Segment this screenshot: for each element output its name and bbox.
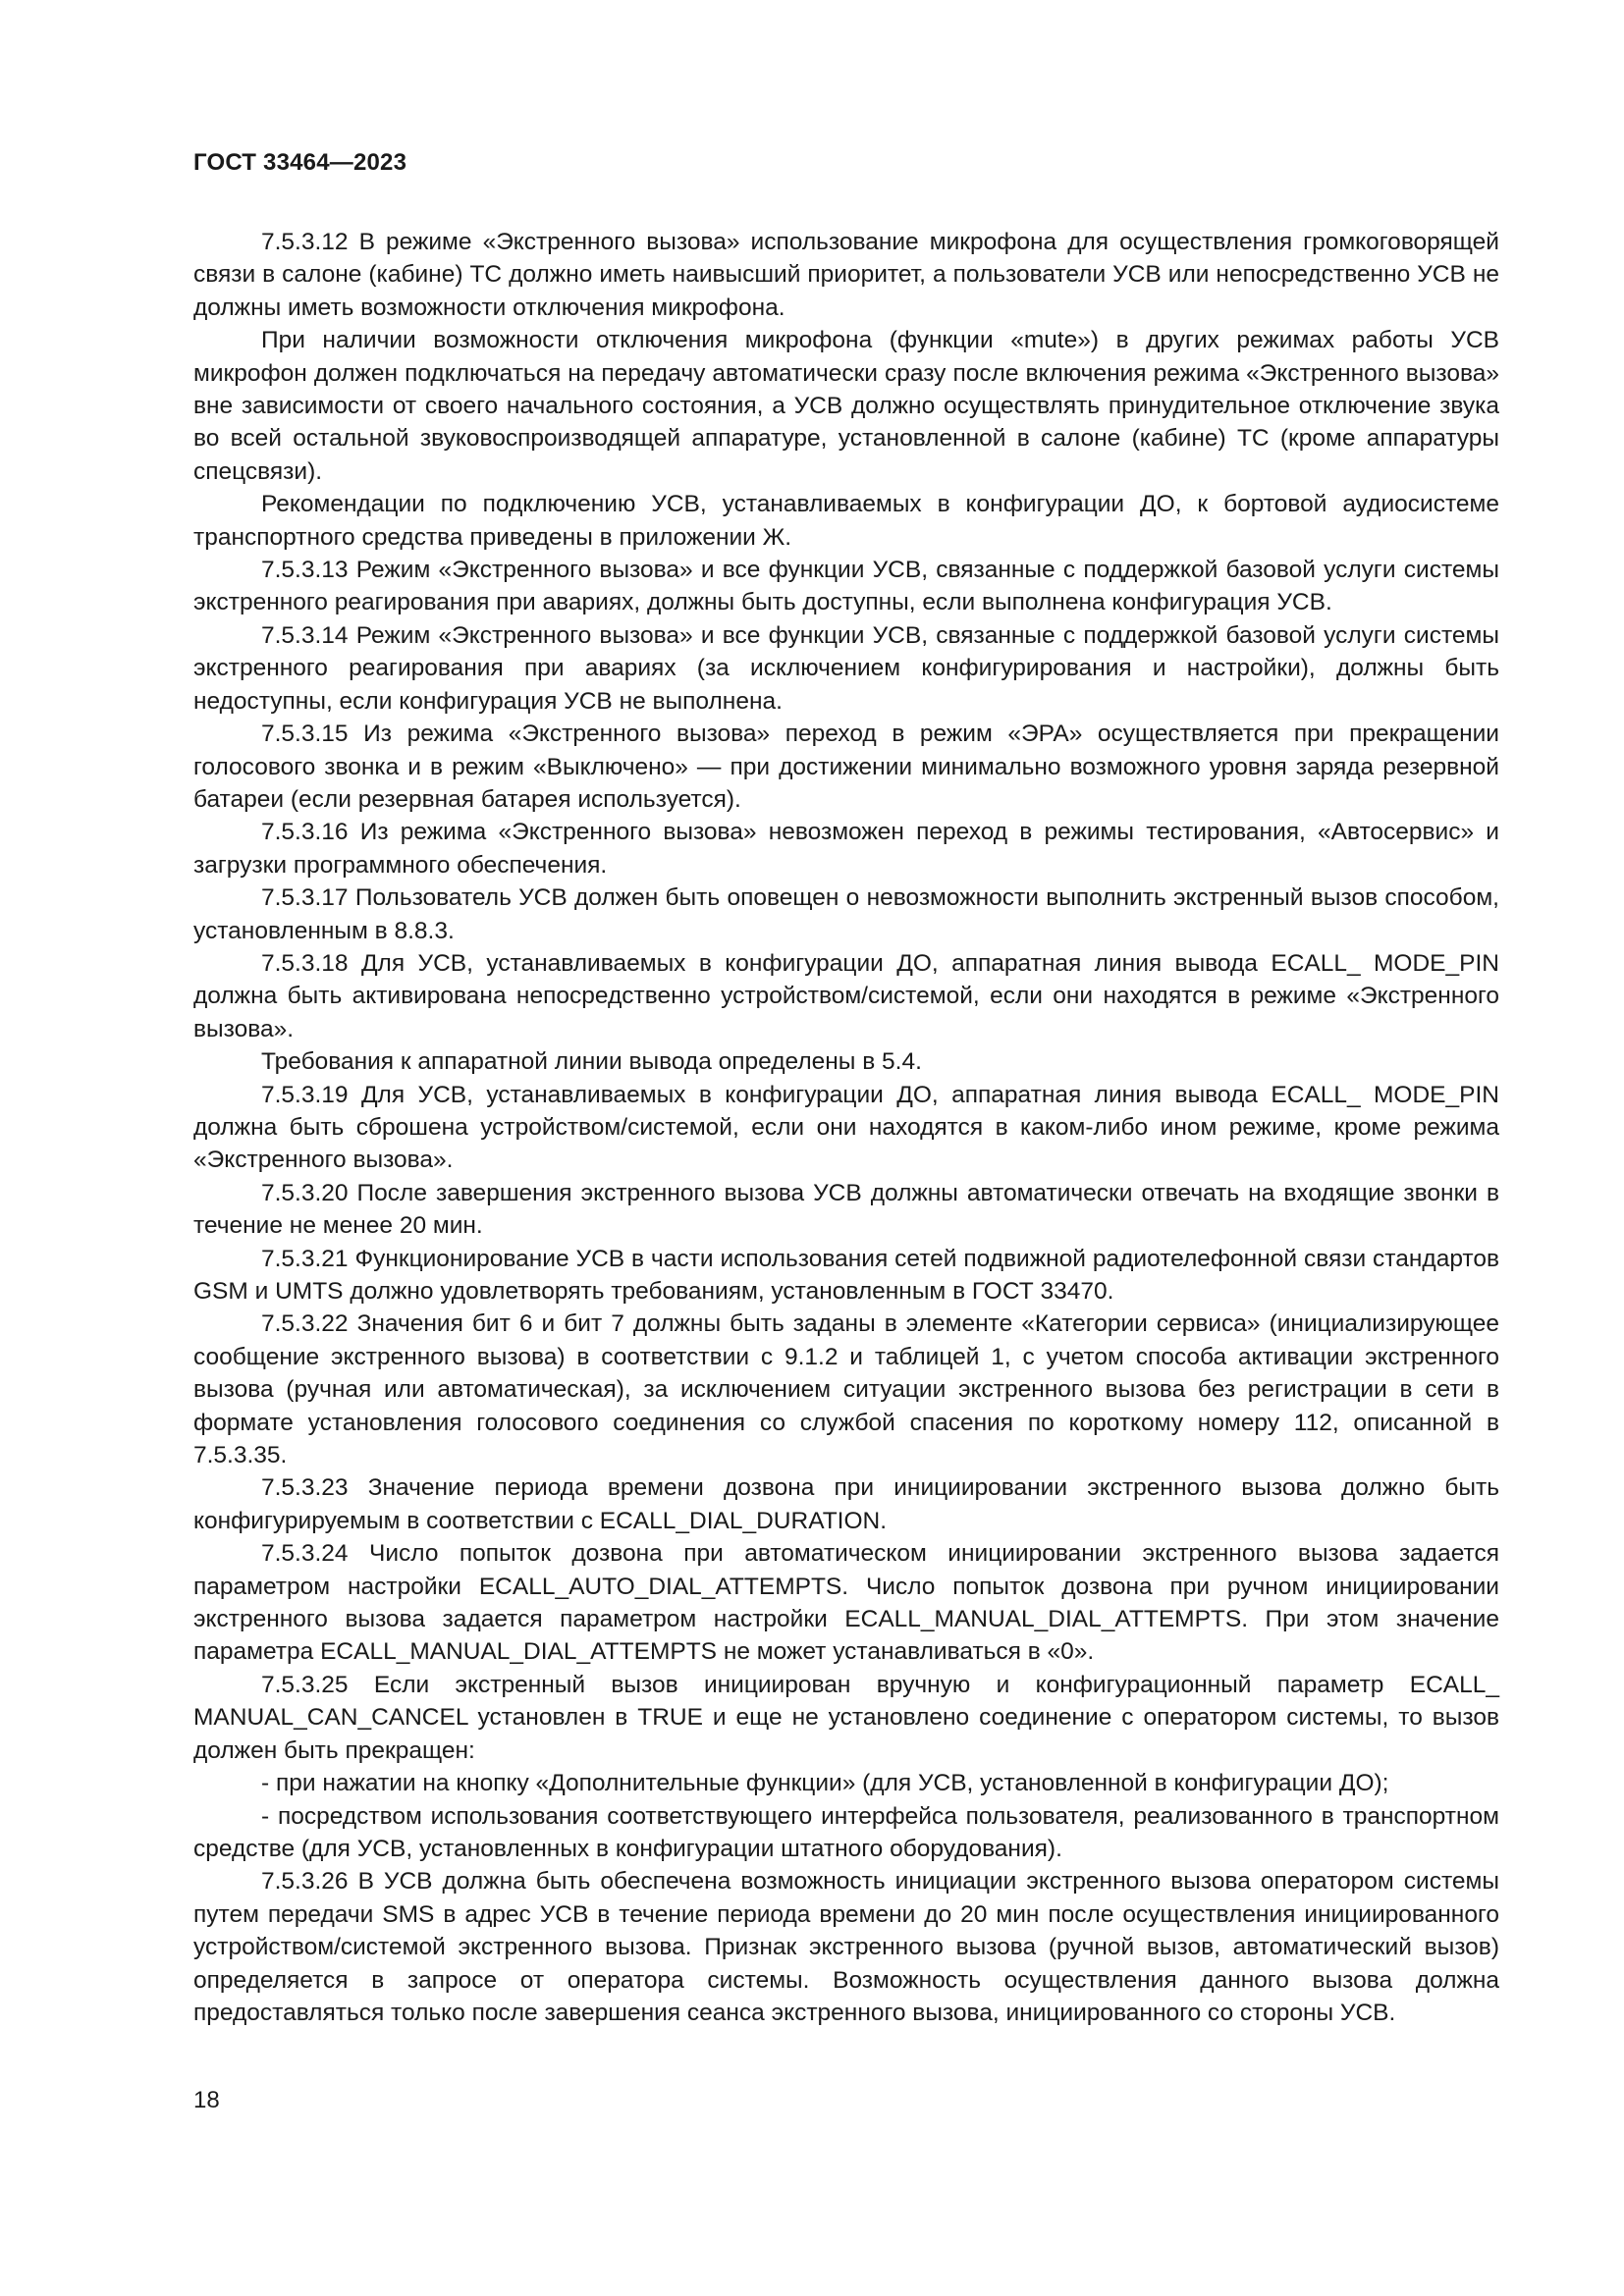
page-number: 18 [193, 2087, 220, 2113]
paragraph-7-5-3-25: 7.5.3.25 Если экстренный вызов инициирован вручную и конфигурационный параметр ECALL_ MANUAL_CAN_CANCEL установлен в TRUE и еще не установлено соединение с оператором системы, то вызов должен быть прекращен: [193, 1671, 1499, 1764]
paragraph-7-5-3-19: 7.5.3.19 Для УСВ, устанавливаемых в конфигурации ДО, аппаратная линия вывода ECALL_ MODE_PIN должна быть сброшена устройством/системой, если они находятся в каком-либо ином режиме, кроме режима «Экстренного вызова». [193, 1081, 1499, 1174]
paragraph-7-5-3-20: 7.5.3.20 После завершения экстренного вызова УСВ должны автоматически отвечать на входящие звонки в течение не менее 20 мин. [193, 1179, 1499, 1240]
paragraph-mute-function: При наличии возможности отключения микрофона (функции «mute») в других режимах работы УСВ микрофон должен подключаться на передачу автоматически сразу после включения режима «Экстренного вызова» вне зависимости от своего начального состояния, а УСВ должно осуществлять принудительное отключение звука во всей остальной звуковоспроизводящей аппаратуре, установленной в салоне (кабине) ТС (кроме аппаратуры спецсвязи). [193, 327, 1499, 485]
paragraph-7-5-3-14: 7.5.3.14 Режим «Экстренного вызова» и все функции УСВ, связанные с поддержкой базовой услуги системы экстренного реагирования при авариях (за исключением конфигурирования и настройки), должны быть недоступны, если конфигурация УСВ не выполнена. [193, 621, 1499, 715]
paragraph-7-5-3-16: 7.5.3.16 Из режима «Экстренного вызова» невозможен переход в режимы тестирования, «Автосервис» и загрузки программного обеспечения. [193, 819, 1499, 879]
list-item-extra-functions-button: - при нажатии на кнопку «Дополнительные функции» (для УСВ, установленной в конфигурации ДО); [261, 1770, 1389, 1797]
paragraph-output-line-requirements: Требования к аппаратной линии вывода определены в 5.4. [261, 1048, 922, 1076]
paragraph-7-5-3-24: 7.5.3.24 Число попыток дозвона при автоматическом инициировании экстренного вызова задается параметром настройки ECALL_AUTO_DIAL_ATTEMPTS. Число попыток дозвона при ручном инициировании экстренного вызова задается параметром настройки ECALL_MANUAL_DIAL_ATTEMPTS. При этом значение параметра ECALL_MANUAL_DIAL_ATTEMPTS не может устанавливаться в «0». [193, 1540, 1499, 1666]
paragraph-7-5-3-26: 7.5.3.26 В УСВ должна быть обеспечена возможность инициации экстренного вызова оператором системы путем передачи SMS в адрес УСВ в течение периода времени до 20 мин после осуществления инициированного устройством/системой экстренного вызова. Признак экстренного вызова (ручной вызов, автоматический вызов) определяется в запросе от оператора системы. Возможность осуществления данного вызова должна предоставляться только после завершения сеанса экстренного вызова, инициированного со стороны УСВ. [193, 1868, 1499, 2026]
paragraph-7-5-3-18: 7.5.3.18 Для УСВ, устанавливаемых в конфигурации ДО, аппаратная линия вывода ECALL_ MODE_PIN должна быть активирована непосредственно устройством/системой, если они находятся в режиме «Экстренного вызова». [193, 949, 1499, 1042]
paragraph-7-5-3-23: 7.5.3.23 Значение периода времени дозвона при инициировании экстренного вызова должно быть конфигурируемым в соответствии с ECALL_DIAL_DURATION. [193, 1474, 1499, 1534]
paragraph-audio-recommendations: Рекомендации по подключению УСВ, устанавливаемых в конфигурации ДО, к бортовой аудиосистеме транспортного средства приведены в приложении Ж. [193, 491, 1499, 551]
paragraph-7-5-3-15: 7.5.3.15 Из режима «Экстренного вызова» переход в режим «ЭРА» осуществляется при прекращении голосового звонка и в режим «Выключено» — при достижении минимально возможного уровня заряда резервной батареи (если резервная батарея используется). [193, 721, 1499, 813]
document-body [193, 226, 1499, 2029]
list-item-user-interface: - посредством использования соответствующего интерфейса пользователя, реализованного в транспортном средстве (для УСВ, установленных в конфигурации штатного оборудования). [193, 1802, 1499, 1862]
paragraph-7-5-3-12: 7.5.3.12 В режиме «Экстренного вызова» использование микрофона для осуществления громкоговорящей связи в салоне (кабине) ТС должно иметь наивысший приоритет, а пользователи УСВ или непосредственно УСВ не должны иметь возможности отключения микрофона. [193, 229, 1499, 321]
paragraph-7-5-3-13: 7.5.3.13 Режим «Экстренного вызова» и все функции УСВ, связанные с поддержкой базовой услуги системы экстренного реагирования при авариях, должны быть доступны, если выполнена конфигурация УСВ. [193, 557, 1499, 616]
paragraph-7-5-3-21: 7.5.3.21 Функционирование УСВ в части использования сетей подвижной радиотелефонной связи стандартов GSM и UMTS должно удовлетворять требованиям, установленным в ГОСТ 33470. [193, 1245, 1499, 1305]
paragraph-7-5-3-17: 7.5.3.17 Пользователь УСВ должен быть оповещен о невозможности выполнить экстренный вызов способом, установленным в 8.8.3. [193, 884, 1499, 944]
paragraph-7-5-3-22: 7.5.3.22 Значения бит 6 и бит 7 должны быть заданы в элементе «Категории сервиса» (инициализирующее сообщение экстренного вызова) в соответствии с 9.1.2 и таблицей 1, с учетом способа активации экстренного вызова (ручная или автоматическая), за исключением ситуации экстренного вызова без регистрации в сети в формате установления голосового соединения со службой спасения по короткому номеру 112, описанной в 7.5.3.35. [193, 1310, 1499, 1469]
page-header: ГОСТ 33464—2023 [193, 149, 407, 176]
